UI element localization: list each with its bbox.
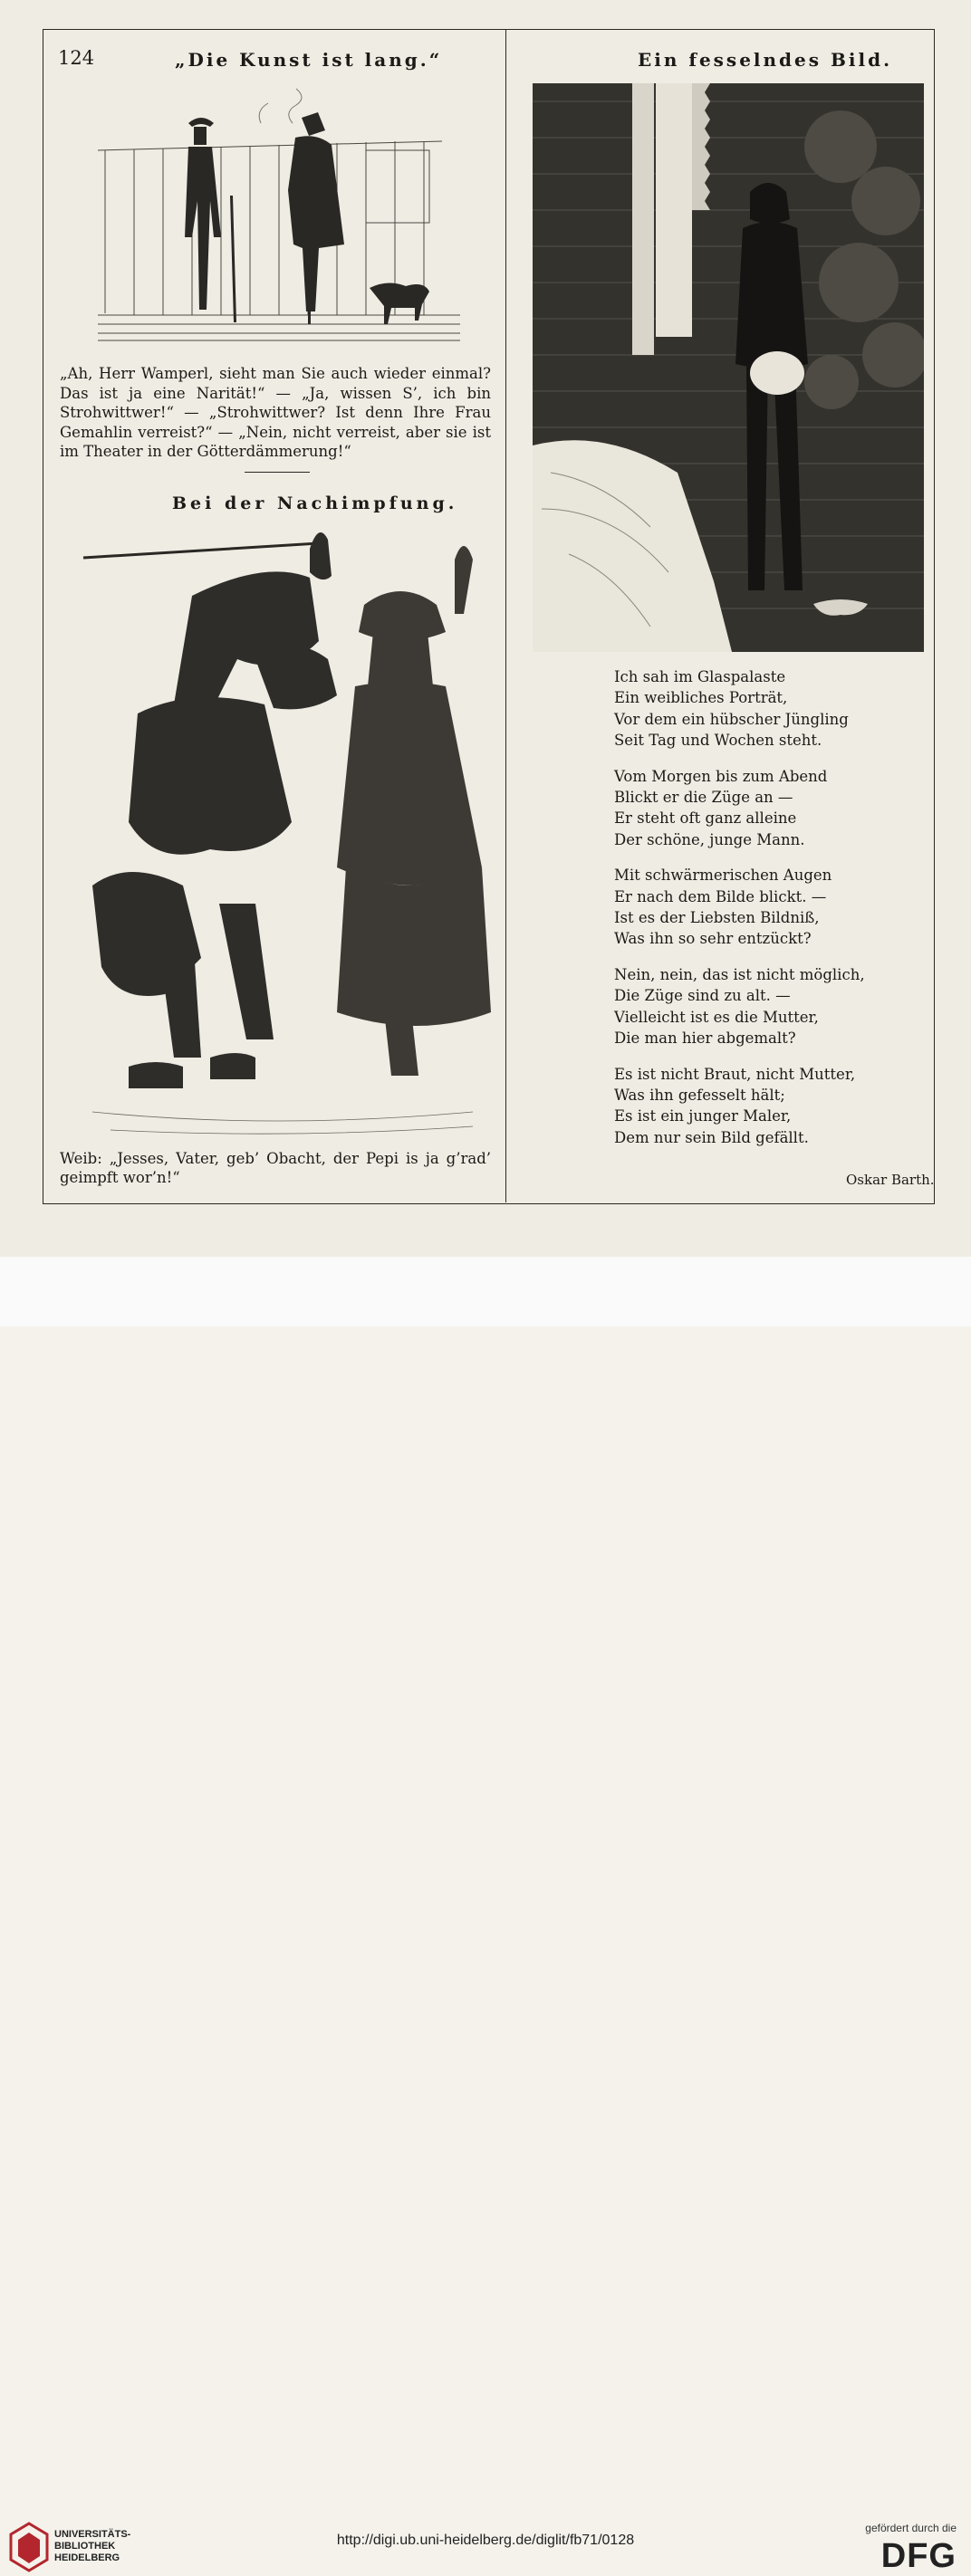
permalink-url[interactable]: http://digi.ub.uni-heidelberg.de/diglit/fb71/0128 [336,2533,635,2548]
poem-line: Es ist ein junger Maler, [614,1107,792,1125]
poem-line: Dem nur sein Bild gefällt. [614,1128,809,1146]
poem-author: Oskar Barth. [846,1172,935,1188]
poem-line: Nein, nein, das ist nicht möglich, [614,965,865,983]
poem-line: Vom Morgen bis zum Abend [614,767,828,785]
engraving-man-and-woman [56,523,496,1144]
library-name-line: HEIDELBERG [54,2552,120,2563]
poem-line: Die Züge sind zu alt. — [614,987,791,1005]
poem-line: Ein weibliches Porträt, [614,689,788,707]
poem-line: Er steht oft ganz alleine [614,809,797,828]
poem-stanza [614,865,913,950]
poem-line: Ist es der Liebsten Bildniß, [614,909,820,927]
right-article-title: Ein fesselndes Bild. [638,49,893,71]
poem-line: Was ihn gefesselt hält; [614,1086,785,1104]
left-article-title: „Die Kunst ist lang.“ [175,49,443,71]
illustration-young-man-at-painting [533,83,924,652]
vaccination-caption [60,1149,491,1187]
illustration-two-men-with-dog [98,87,460,346]
poem-line: Der schöne, junge Mann. [614,830,805,848]
dfg-logo: DFG [880,2537,957,2575]
engraving-street-scene [98,87,460,346]
dialogue-paragraph: „Ah, Herr Wamperl, sieht man Sie auch wieder einmal? Das ist ja eine Narität!“ — „Ja, wissen S’, ich bin Strohwittwer!“ — „Strohwittwer? Ist denn Ihre Frau Gemahlin verreist?“ — „Nein, nicht verreist, aber sie ist im Theater in der Götterdämmerung!“ [60,365,491,460]
poem-line: Seit Tag und Wochen steht. [614,732,822,750]
engraving-gallery-scene [533,83,924,652]
poem-stanza [614,964,913,1049]
caption-text: Weib: „Jesses, Vater, geb’ Obacht, der Pepi is ja g’rad’ geimpft wor’n!“ [60,1150,491,1186]
illustration-vaccination-scene [56,523,496,1144]
poem-line: Er nach dem Bilde blickt. — [614,887,827,905]
viewer-footer [0,1257,971,2575]
poem-line: Es ist nicht Braut, nicht Mutter, [614,1065,856,1083]
poem-line: Die man hier abgemalt? [614,1029,796,1048]
poem-stanza [614,1064,913,1149]
poem-line: Was ihn so sehr entzückt? [614,930,812,948]
column-divider [505,29,506,1202]
dialogue-text [60,364,491,462]
poem-stanza [614,666,913,752]
page-number: 124 [58,47,95,69]
poem-line: Vielleicht ist es die Mutter, [614,1008,819,1026]
library-name-line: BIBLIOTHEK [54,2541,116,2552]
vaccination-article-title: Bei der Nachimpfung. [172,493,458,513]
poem-line: Blickt er die Züge an — [614,789,793,807]
poem-stanza [614,766,913,851]
poem [614,666,913,1163]
library-name-line: UNIVERSITÄTS- [54,2529,131,2540]
poem-line: Ich sah im Glaspalaste [614,668,786,685]
magazine-page [0,0,971,1257]
section-rule [245,472,310,473]
poem-line: Vor dem ein hübscher Jüngling [614,710,849,728]
poem-line: Mit schwärmerischen Augen [614,867,832,885]
funding-note: gefördert durch die [865,2522,957,2534]
